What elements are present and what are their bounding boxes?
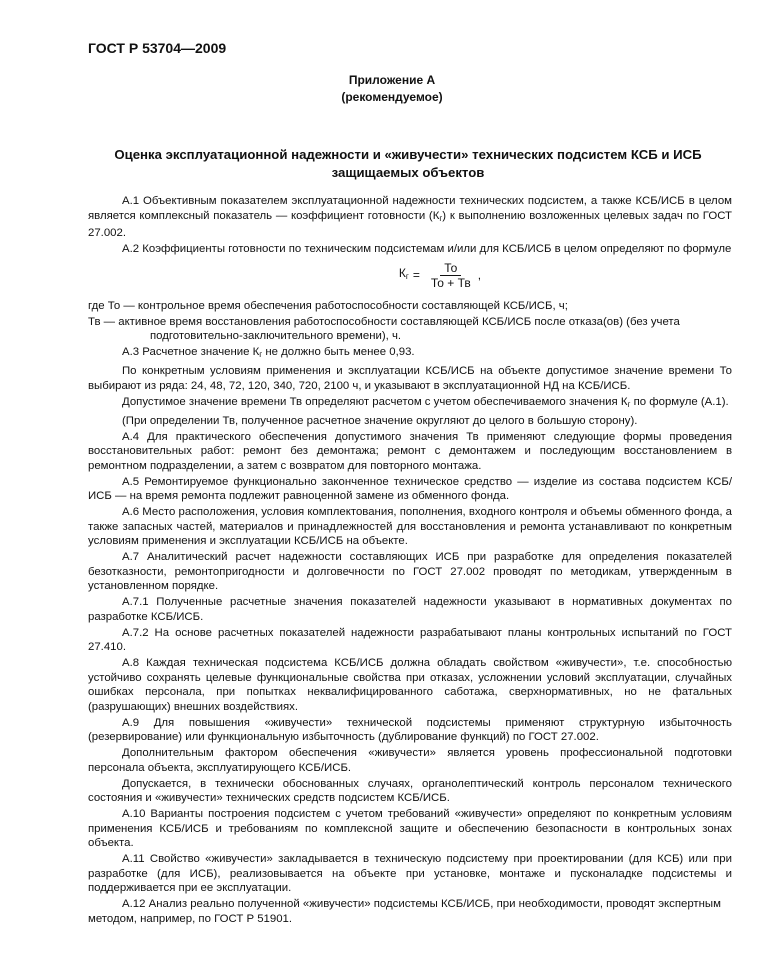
paragraph-a7-2: А.7.2 На основе расчетных показателей надежности разрабатывают планы контрольных испытаний по ГОСТ 27.410. (88, 626, 732, 653)
paragraph-a10: А.10 Варианты построения подсистем с учетом требований «живучести» определяют по конкретным условиям применения КСБ/ИСБ и требованиям по комплексной защите и обеспечению безопасности в контрольных зонах объекта. (88, 808, 732, 849)
formula-equals: = (412, 267, 420, 282)
section-title-line1: Оценка эксплуатационной надежности и «живучести» технических подсистем КСБ и ИСБ (114, 147, 702, 162)
paragraph-tv-end: по формуле (А.1). (630, 395, 729, 408)
formula (399, 261, 481, 290)
paragraph-a1 (88, 194, 732, 241)
formula-a1 (88, 261, 732, 295)
appendix-heading (0, 72, 784, 106)
formula-numerator: То (440, 261, 461, 276)
subscript-g: г (627, 399, 631, 409)
paragraph-a9: А.9 Для повышения «живучести» технической подсистемы применяют структурную избыточность (резервирование) или функциональную избыточность (дублирование функций) по ГОСТ 27.002. (88, 716, 732, 743)
paragraph-tv-calc (88, 395, 732, 413)
paragraph-organoleptic: Допускается, в технически обоснованных случаях, органолептический контроль персоналом технического состояния и «живучести» технических средств подсистем КСБ/ИСБ. (88, 777, 732, 804)
document-header: ГОСТ Р 53704—2009 (88, 40, 227, 56)
section-title (88, 146, 728, 182)
paragraph-a2: А.2 Коэффициенты готовности по техническим подсистемам и/или для КСБ/ИСБ в целом определяют по формуле (122, 243, 732, 255)
paragraph-a4: А.4 Для практического обеспечения допустимого значения Тв применяют следующие формы проведения восстановительных работ: ремонт без демонтажа; ремонт с демонтажем и последующим восстановлением в ремонтном подразделении, а затем с возвратом для повторного монтажа. (88, 430, 732, 472)
paragraph-a3-start: А.3 Расчетное значение К (122, 346, 260, 358)
paragraph-a5: А.5 Ремонтируемое функционально законченное техническое средство — изделие из состава подсистем КСБ/ИСБ — на время ремонта подлежит равноценной замене из обменного фонда. (88, 475, 732, 502)
definition-tv: Тв — активное время восстановления работоспособности составляющей КСБ/ИСБ после отказа(ов) (без учета подготовительно-заключительного времени), ч. (88, 315, 680, 342)
paragraph-a1-end: ) к выполнению возложенных целевых задач по ГОСТ 27.002. (88, 209, 733, 239)
paragraph-a12: А.12 Анализ реально полученной «живучести» подсистемы КСБ/ИСБ, при необходимости, проводят экспертным методом, например, по ГОСТ Р 51901. (88, 898, 721, 925)
definition-to: где То — контрольное время обеспечения работоспособности составляющей КСБ/ИСБ, ч; (88, 299, 568, 312)
paragraph-a6: А.6 Место расположения, условия комплектования, пополнения, входного контроля и объемы обменного фонда, а также запасных частей, материалов и принадлежностей для восстановления и ремонта устанавливают по конкретным условиям применения и эксплуатации КСБ/ИСБ на объекте. (88, 506, 732, 547)
formula-fraction (427, 261, 475, 290)
subscript-g: г (259, 350, 263, 359)
paragraph-a3-end: не должно быть менее 0,93. (262, 346, 415, 358)
appendix-label: Приложение А (348, 73, 436, 87)
formula-tail: , (477, 267, 482, 282)
paragraph-a7-1: А.7.1 Полученные расчетные значения показателей надежности указывают в нормативных документах по разработке КСБ/ИСБ. (88, 596, 732, 623)
formula-denominator: То + Тв (430, 275, 471, 290)
section-title-line2: защищаемых объектов (331, 165, 485, 180)
paragraph-a7: А.7 Аналитический расчет надежности составляющих ИСБ при разработке для определения показателей безотказности, ремонтопригодности и долговечности по ГОСТ 27.002 проводят по методикам, утвержденным в установленном порядке. (88, 551, 732, 592)
paragraph-a3 (88, 345, 732, 363)
document-body (88, 194, 732, 928)
subscript-g: г (439, 213, 443, 223)
paragraph-a11: А.11 Свойство «живучести» закладывается в техническую подсистему при проектировании (для КСБ) или при разработке (для ИСБ), реализовывается на объекте при установке, монтаже и пусконаладке подсистемы и поддерживается при ее эксплуатации. (88, 853, 732, 894)
appendix-status: (рекомендуемое) (341, 90, 443, 104)
paragraph-a1-start: А.1 Объективным показателем эксплуатационной надежности технических подсистем, а также КСБ/ИСБ в целом является комплексный показатель — коэффициент готовности (К (88, 195, 732, 222)
paragraph-personnel: Дополнительным фактором обеспечения «живучести» является уровень профессиональной подготовки персонала объекта, эксплуатирующего КСБ/ИСБ. (88, 747, 732, 774)
paragraph-rounding-note: (При определении Тв, полученное расчетное значение округляют до целого в большую сторону). (122, 414, 638, 427)
paragraph-to-selection: По конкретным условиям применения и эксплуатации КСБ/ИСБ на объекте допустимое значение времени То выбирают из ряда: 24, 48, 72, 120, 340, 720, 2100 ч, и указывают в эксплуатационной НД на КСБ/ИСБ. (88, 365, 732, 392)
paragraph-a8: А.8 Каждая техническая подсистема КСБ/ИСБ должна обладать свойством «живучести», т.е. способностью устойчиво сохранять целевые функциональные свойства при отказах, усложнении условий эксплуатации, случайных ошибках персонала, при попытках неквалифицированного саботажа, сверхнормативных, но не фатальных (разрушающих) внешних воздействиях. (88, 657, 732, 713)
formula-lhs: $К_г$ (398, 265, 409, 281)
paragraph-tv-start: Допустимое значение времени Тв определяют расчетом с учетом обеспечиваемого значения К (122, 395, 628, 408)
